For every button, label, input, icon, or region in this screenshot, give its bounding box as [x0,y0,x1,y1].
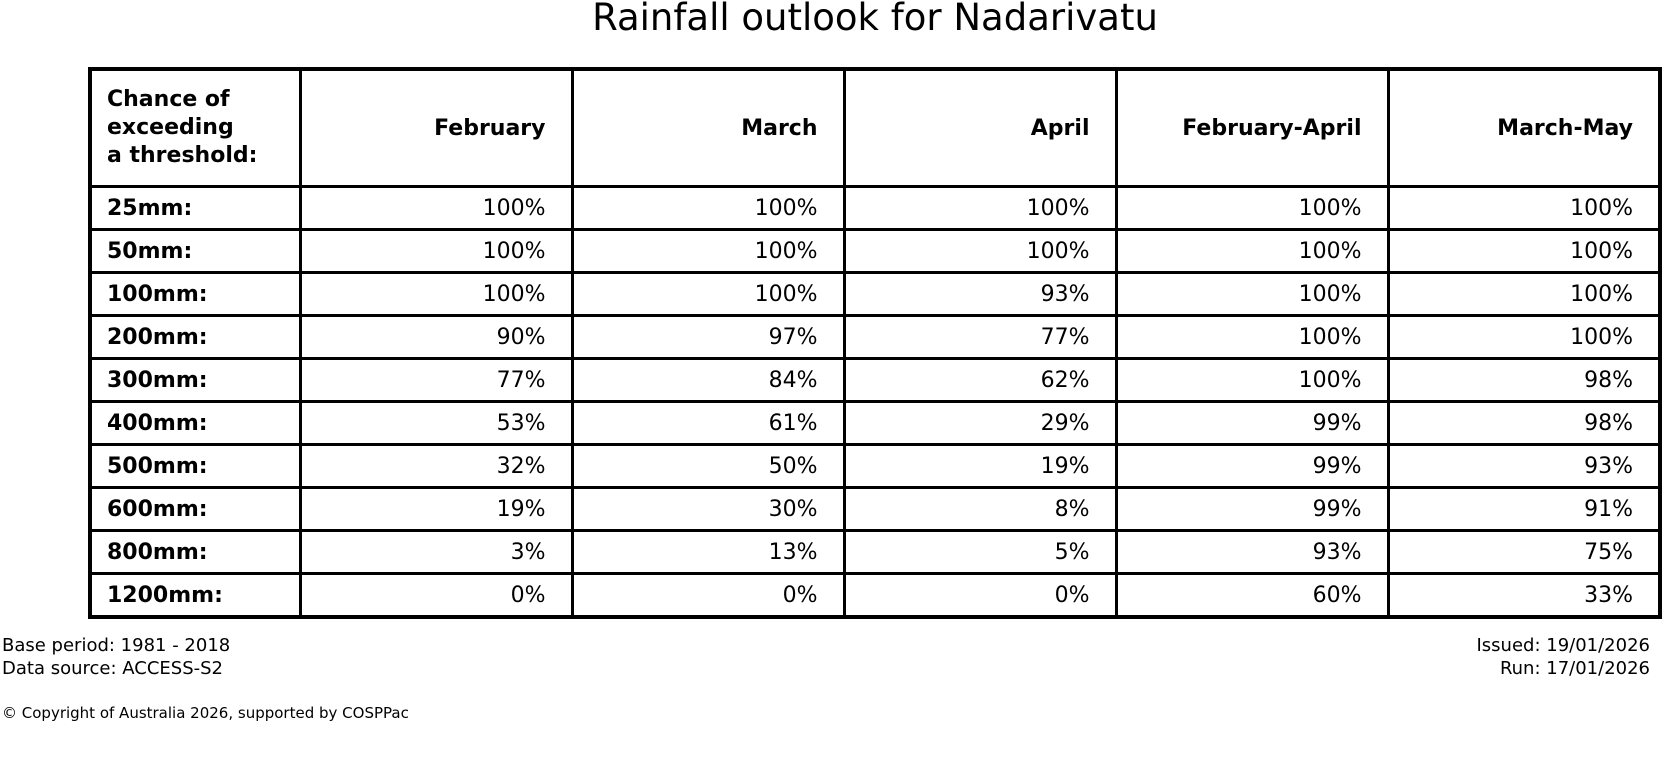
value-cell: 100% [1388,187,1660,230]
footer-left-block [2,634,230,680]
table-row [90,531,1660,574]
table-row [90,359,1660,402]
table-row [90,230,1660,273]
value-cell: 100% [844,230,1116,273]
corner-header-line: a threshold: [107,143,258,168]
run-date-text: Run: 17/01/2026 [1499,658,1650,679]
value-cell: 19% [300,488,572,531]
value-cell: 99% [1116,402,1388,445]
value-cell: 100% [572,273,844,316]
corner-header-line: Chance of [107,87,230,112]
value-cell: 84% [572,359,844,402]
row-label: 1200mm: [90,574,300,618]
value-cell: 100% [572,230,844,273]
value-cell: 93% [844,273,1116,316]
value-cell: 99% [1116,488,1388,531]
footer-right-block [1476,634,1650,680]
issued-date-text: Issued: 19/01/2026 [1476,635,1650,656]
value-cell: 100% [300,230,572,273]
column-header-march: March [572,69,844,187]
copyright-text: © Copyright of Australia 2026, supported by COSPPac [2,704,409,722]
value-cell: 60% [1116,574,1388,618]
row-label: 50mm: [90,230,300,273]
value-cell: 62% [844,359,1116,402]
table-row [90,273,1660,316]
value-cell: 33% [1388,574,1660,618]
row-label: 500mm: [90,445,300,488]
value-cell: 0% [844,574,1116,618]
value-cell: 13% [572,531,844,574]
value-cell: 19% [844,445,1116,488]
data-source-text: Data source: ACCESS-S2 [2,658,223,679]
value-cell: 0% [572,574,844,618]
table-row [90,402,1660,445]
value-cell: 61% [572,402,844,445]
table-row [90,574,1660,618]
row-label: 600mm: [90,488,300,531]
value-cell: 50% [572,445,844,488]
column-header-february: February [300,69,572,187]
value-cell: 100% [572,187,844,230]
value-cell: 5% [844,531,1116,574]
value-cell: 29% [844,402,1116,445]
value-cell: 77% [300,359,572,402]
value-cell: 93% [1116,531,1388,574]
value-cell: 98% [1388,402,1660,445]
table-row [90,445,1660,488]
value-cell: 30% [572,488,844,531]
column-header-february-april: February-April [1116,69,1388,187]
value-cell: 75% [1388,531,1660,574]
table-row [90,316,1660,359]
value-cell: 100% [844,187,1116,230]
value-cell: 98% [1388,359,1660,402]
value-cell: 100% [1116,359,1388,402]
value-cell: 32% [300,445,572,488]
value-cell: 100% [300,187,572,230]
row-label: 800mm: [90,531,300,574]
value-cell: 100% [1388,273,1660,316]
table-row [90,488,1660,531]
corner-header [90,69,300,187]
page-title: Rainfall outlook for Nadarivatu [592,0,1158,39]
value-cell: 90% [300,316,572,359]
value-cell: 99% [1116,445,1388,488]
row-label: 100mm: [90,273,300,316]
value-cell: 100% [1116,316,1388,359]
value-cell: 91% [1388,488,1660,531]
row-label: 400mm: [90,402,300,445]
table-row [90,187,1660,230]
value-cell: 100% [1388,316,1660,359]
column-header-april: April [844,69,1116,187]
value-cell: 100% [300,273,572,316]
value-cell: 100% [1116,273,1388,316]
value-cell: 100% [1116,230,1388,273]
row-label: 300mm: [90,359,300,402]
value-cell: 3% [300,531,572,574]
corner-header-line: exceeding [107,115,234,140]
base-period-text: Base period: 1981 - 2018 [2,635,231,656]
value-cell: 77% [844,316,1116,359]
value-cell: 97% [572,316,844,359]
value-cell: 100% [1388,230,1660,273]
column-header-march-may: March-May [1388,69,1660,187]
value-cell: 100% [1116,187,1388,230]
value-cell: 0% [300,574,572,618]
table-header-row [90,69,1660,187]
rainfall-outlook-table [88,67,1662,619]
value-cell: 53% [300,402,572,445]
value-cell: 93% [1388,445,1660,488]
value-cell: 8% [844,488,1116,531]
row-label: 25mm: [90,187,300,230]
row-label: 200mm: [90,316,300,359]
